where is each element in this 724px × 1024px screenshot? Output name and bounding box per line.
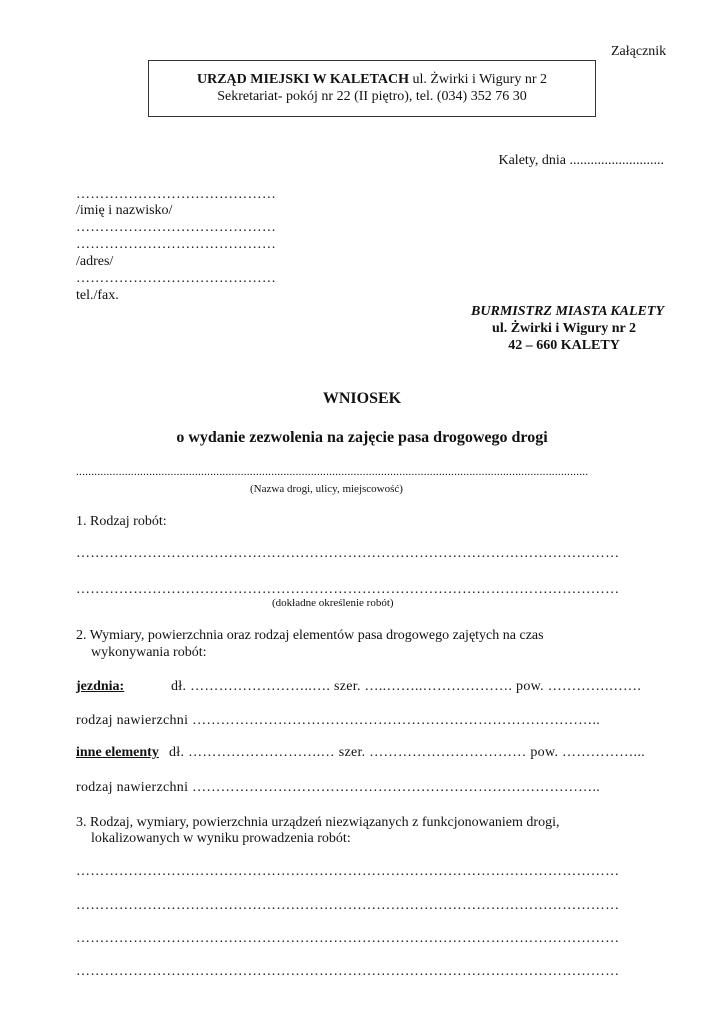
section3-label-2: lokalizowanych w wyniku prowadzenia robót: <box>91 831 351 846</box>
road-name-caption: (Nazwa drogi, ulicy, miejscowość) <box>250 483 403 495</box>
surface-field-2[interactable]: rodzaj nawierzchni ………………………………………………………………………….. <box>76 780 601 795</box>
section1-label: 1. Rodzaj robót: <box>76 514 167 529</box>
recipient-street-text: ul. Żwirki i Wigury nr 2 <box>492 321 636 336</box>
jezdnia-fields[interactable]: dł. ……………………..…. szer. …..……..………………. pow. ………….……. <box>171 679 642 694</box>
surface-field-1[interactable]: rodzaj nawierzchni ………………………………………………………………………….. <box>76 713 601 728</box>
office-name-line <box>149 71 595 88</box>
inne-elementy-label: inne elementy <box>76 745 159 760</box>
applicant-name-label: /imię i nazwisko/ <box>76 203 173 218</box>
applicant-address-field-2[interactable]: …………………………………… <box>76 237 277 252</box>
recipient-city <box>400 338 664 354</box>
section3-field-1[interactable]: …………………………………………………………………………………………………… <box>76 864 620 879</box>
applicant-phone-label: tel./fax. <box>76 288 119 303</box>
office-name: URZĄD MIEJSKI W KALETACH <box>197 72 409 87</box>
road-name-field[interactable]: ........................................................................................................................................................................ <box>76 466 589 478</box>
recipient-street <box>400 321 664 337</box>
applicant-name-field[interactable]: …………………………………… <box>76 187 277 202</box>
section3-field-3[interactable]: …………………………………………………………………………………………………… <box>76 931 620 946</box>
section3-field-4[interactable]: …………………………………………………………………………………………………… <box>76 964 620 979</box>
form-title: WNIOSEK <box>322 390 402 407</box>
section1-field-2[interactable]: …………………………………………………………………………………………………… <box>76 582 620 597</box>
section1-field-1[interactable]: …………………………………………………………………………………………………… <box>76 546 620 561</box>
office-address: ul. Żwirki i Wigury nr 2 <box>408 72 547 87</box>
inne-elementy-fields[interactable]: dł. ……………………….… szer. …………………………… pow. ……………... <box>169 745 645 760</box>
section3-field-2[interactable]: …………………………………………………………………………………………………… <box>76 898 620 913</box>
form-subtitle: o wydanie zezwolenia na zajęcie pasa drogowego drogi <box>176 429 548 446</box>
jezdnia-label: jezdnia: <box>76 679 125 694</box>
applicant-address-field-1[interactable]: …………………………………… <box>76 220 277 235</box>
date-line: Kalety, dnia ........................... <box>498 153 664 168</box>
section3-label-1: 3. Rodzaj, wymiary, powierzchnia urządzeń niezwiązanych z funkcjonowaniem drogi, <box>76 815 560 830</box>
section2-label-1: 2. Wymiary, powierzchnia oraz rodzaj elementów pasa drogowego zajętych na czas <box>76 628 544 643</box>
office-secretariat: Sekretariat- pokój nr 22 (II piętro), tel. (034) 352 76 30 <box>217 89 527 104</box>
section1-caption: (dokładne określenie robót) <box>272 597 394 609</box>
applicant-phone-field[interactable]: …………………………………… <box>76 271 277 286</box>
attachment-label: Załącznik <box>611 44 667 59</box>
recipient-title: BURMISTRZ MIASTA KALETY <box>471 304 664 319</box>
section2-label-2: wykonywania robót: <box>91 645 207 660</box>
recipient-city-text: 42 – 660 KALETY <box>508 338 620 353</box>
office-header-box <box>148 60 596 117</box>
applicant-address-label: /adres/ <box>76 254 114 269</box>
